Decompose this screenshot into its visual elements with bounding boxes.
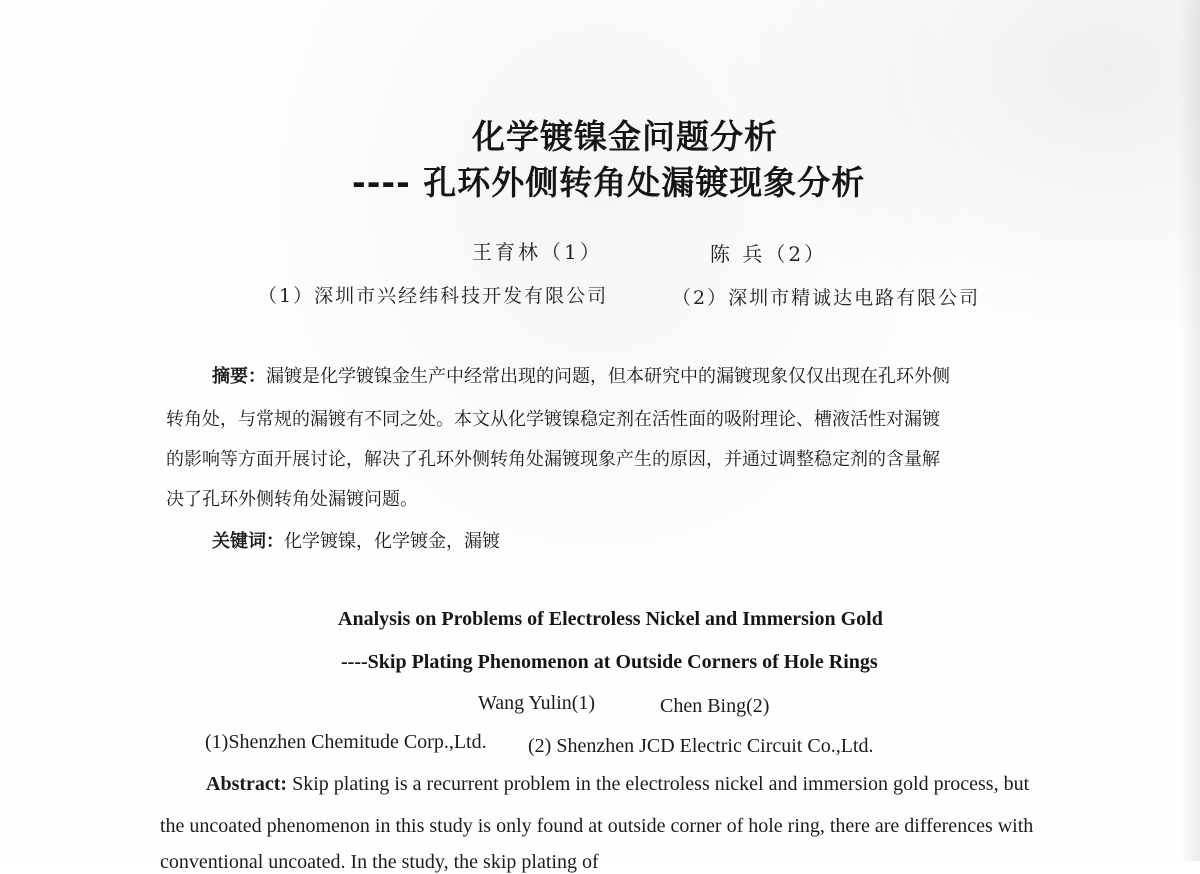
title-cn-line2: ---- 孔环外侧转角处漏镀现象分析 (352, 163, 866, 202)
abstract-cn-line-3: 的影响等方面开展讨论，解决了孔环外侧转角处漏镀现象产生的原因，并通过调整稳定剂的含量解 (166, 449, 940, 470)
author-cn-1: 王育林（1） (472, 240, 603, 264)
author-en-2: Chen Bing(2) (660, 695, 770, 717)
abstract-en-text-1: Skip plating is a recurrent problem in the electroless nickel and immersion gold process, but (287, 773, 1030, 795)
keywords-cn-text: 化学镀镍，化学镀金，漏镀 (284, 531, 500, 552)
abstract-cn-line-1 (212, 362, 950, 388)
title-cn-line1: 化学镀镍金问题分析 (472, 117, 778, 156)
keywords-cn (212, 527, 500, 553)
title-en-line2: ----Skip Plating Phenomenon at Outside Corners of Hole Rings (341, 651, 878, 673)
affiliation-en-2: (2) Shenzhen JCD Electric Circuit Co.,Ltd. (528, 735, 874, 757)
abstract-cn-text-1: 漏镀是化学镀镍金生产中经常出现的问题，但本研究中的漏镀现象仅仅出现在孔环外侧 (266, 366, 950, 387)
abstract-en-label: Abstract: (206, 773, 288, 795)
author-en-1: Wang Yulin(1) (478, 692, 596, 714)
abstract-cn-label: 摘要： (212, 366, 266, 387)
affiliation-en-1: (1)Shenzhen Chemitude Corp.,Ltd. (205, 731, 487, 753)
keywords-cn-label: 关键词： (212, 531, 284, 552)
author-cn-2: 陈 兵（2） (710, 242, 828, 266)
affiliation-cn-2: （2）深圳市精诚达电路有限公司 (672, 287, 981, 309)
abstract-cn-line-2: 转角处，与常规的漏镀有不同之处。本文从化学镀镍稳定剂在活性面的吸附理论、槽液活性对漏镀 (166, 409, 940, 430)
abstract-en-line-1 (206, 773, 1029, 796)
affiliation-cn-1: （1）深圳市兴经纬科技开发有限公司 (258, 285, 609, 307)
page-shadow (1180, 0, 1200, 861)
title-en-line1: Analysis on Problems of Electroless Nickel and Immersion Gold (338, 608, 883, 630)
abstract-cn-line-4: 决了孔环外侧转角处漏镀问题。 (166, 489, 418, 510)
abstract-en-line-2: the uncoated phenomenon in this study is only found at outside corner of hole ring, there are differences with (160, 815, 1034, 837)
abstract-en-line-3: conventional uncoated. In the study, the skip plating of (160, 851, 599, 873)
